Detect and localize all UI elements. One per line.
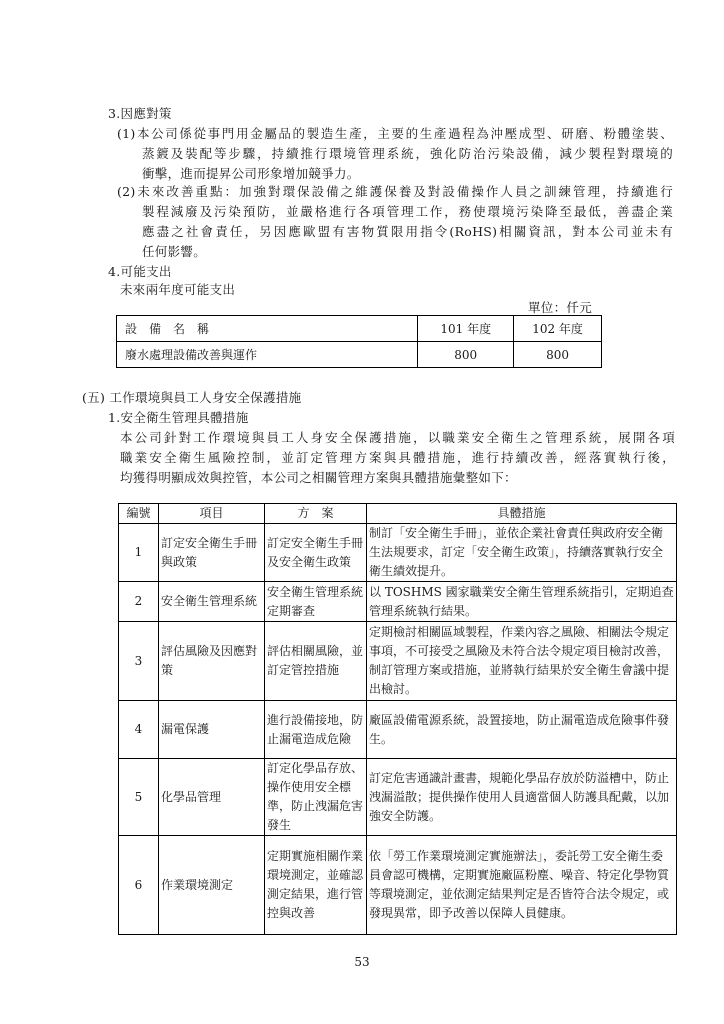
page-number: 53 [354,955,370,969]
row-item: 作業環境測定 [159,836,265,935]
row-measure: 以 TOSHMS 國家職業安全衛生管理系統指引，定期追查管理系統執行結果。 [367,582,677,622]
cell-year-101: 800 [418,342,514,368]
row-plan: 評估相關風險，並訂定管控措施 [265,622,367,701]
header-equipment-name: 設 備 名 稱 [117,316,418,342]
table-row [119,582,677,622]
row-measure: 廠區設備電源系統，設置接地，防止漏電造成危險事件發生。 [367,701,677,759]
row-number: 4 [119,701,159,759]
row-plan: 定期實施相關作業環境測定，並確認測定結果，進行管控與改善 [265,836,367,935]
safety-para-line-2: 職業安全衛生風險控制，並訂定管理方案與具體措施，進行持續改善，經落實執行後， [120,450,675,465]
header-year-101: 101 年度 [418,316,514,342]
header-item: 項目 [159,504,265,524]
row-plan: 訂定安全衛生手冊及安全衛生政策 [265,524,367,582]
header-measure: 具體措施 [367,504,677,524]
countermeasure-2-line-4: 任何影響。 [142,244,207,259]
row-number: 3 [119,622,159,701]
table-row [119,836,677,935]
table-row [119,701,677,759]
row-number: 1 [119,524,159,582]
countermeasure-2-line-2: 製程減廢及污染預防，並嚴格進行各項管理工作，務使環境污染降至最低，善盡企業 [142,204,673,219]
table-row [119,622,677,701]
countermeasure-1-line-1: (1)本公司係從事門用金屬品的製造生產，主要的生產過程為沖壓成型、研磨、粉體塗裝、 [117,126,673,141]
header-number: 編號 [119,504,159,524]
header-year-102: 102 年度 [514,316,602,342]
row-item: 漏電保護 [159,701,265,759]
row-measure: 訂定危害通識計畫書，規範化學品存放於防溢槽中，防止洩漏溢散；提供操作使用人員適當個人防護具配戴，以加強安全防護。 [367,759,677,836]
row-item: 評估風險及因應對策 [159,622,265,701]
row-measure: 依「勞工作業環境測定實施辦法」，委託勞工安全衛生委員會認可機構，定期實施廠區粉塵、噪音、特定化學物質等環境測定，並依測定結果判定是否皆符合法令規定，或發現異常，即予改善以保障人員健康。 [367,836,677,935]
unit-label: 單位：仟元 [528,300,593,315]
row-plan: 進行設備接地，防止漏電造成危險 [265,701,367,759]
countermeasure-2-line-3: 應盡之社會責任，另因應歐盟有害物質限用指令(RoHS)相關資訊，對本公司並未有 [142,224,673,239]
cell-year-102: 800 [514,342,602,368]
row-item: 安全衛生管理系統 [159,582,265,622]
safety-para-line-3: 均獲得明顯成效與控管，本公司之相關管理方案與具體措施彙整如下： [120,470,517,485]
table-row [119,524,677,582]
safety-para-line-1: 本公司針對工作環境與員工人身安全保護措施，以職業安全衛生之管理系統，展開各項 [120,430,675,445]
heading-safety-measures: (五) 工作環境與員工人身安全保護措施 [82,390,302,405]
row-item: 化學品管理 [159,759,265,836]
header-plan: 方 案 [265,504,367,524]
row-number: 2 [119,582,159,622]
expenditure-subtitle: 未來兩年度可能支出 [120,282,236,297]
row-item: 訂定安全衛生手冊與政策 [159,524,265,582]
row-number: 6 [119,836,159,935]
expenditure-table [116,315,602,368]
table-row [119,759,677,836]
heading-possible-expenditure: 4.可能支出 [108,264,172,279]
cell-equipment-name: 廢水處理設備改善與運作 [117,342,418,368]
row-measure: 定期檢討相關區域製程，作業內容之風險、相關法令規定事項，不可接受之風險及未符合法令規定項目檢討改善，制訂管理方案或措施，並將執行結果於安全衛生會議中提出檢討。 [367,622,677,701]
row-plan: 訂定化學品存放、操作使用安全標準，防止洩漏危害發生 [265,759,367,836]
countermeasure-2-line-1: (2)未來改善重點：加強對環保設備之維護保養及對設備操作人員之訓練管理，持續進行 [117,184,673,199]
row-plan: 安全衛生管理系統定期審查 [265,582,367,622]
row-number: 5 [119,759,159,836]
safety-management-subtitle: 1.安全衛生管理具體措施 [108,410,249,425]
countermeasure-1-line-2: 蒸鍍及裝配等步驟，持續推行環境管理系統，強化防治污染設備，減少製程對環境的 [142,146,673,161]
row-measure: 制訂「安全衛生手冊」，並依企業社會責任與政府安全衛生法規要求，訂定「安全衛生政策」，持續落實執行安全衛生績效提升。 [367,524,677,582]
safety-measures-table [118,503,677,935]
heading-countermeasures: 3.因應對策 [108,106,172,121]
countermeasure-1-line-3: 衝擊，進而提昇公司形象增加競爭力。 [142,166,360,181]
